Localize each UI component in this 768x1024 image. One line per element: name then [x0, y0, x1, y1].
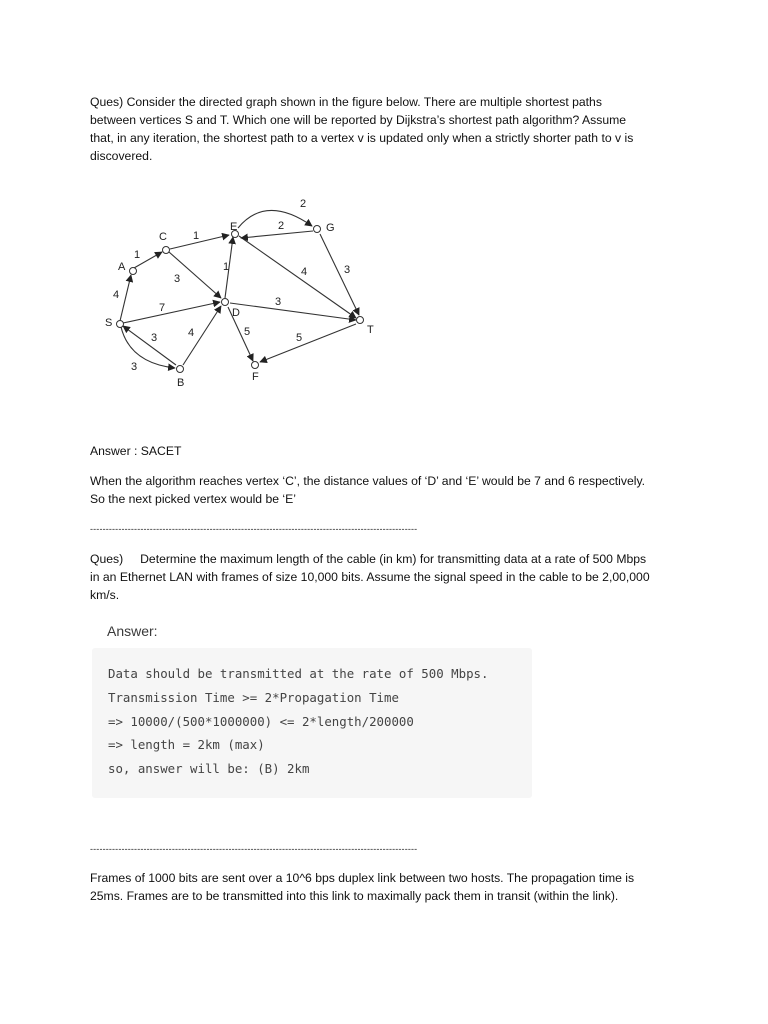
edge-weight-S-B: 3 — [131, 361, 138, 373]
question-3-line: Frames of 1000 bits are sent over a 10^6 bps duplex link between two hosts. The propagation time is — [90, 871, 635, 885]
question-2-text — [90, 550, 690, 604]
edge-E-T — [239, 236, 356, 318]
node-D — [222, 299, 229, 306]
node-label-S: S — [105, 317, 113, 329]
edge-weight-A-C: 1 — [134, 249, 141, 261]
edge-weight-D-T: 3 — [275, 296, 282, 308]
explanation-line: When the algorithm reaches vertex ‘C’, the distance values of ‘D’ and ‘E’ would be 7 and 6 respectively. — [90, 474, 646, 488]
edge-C-E — [170, 235, 229, 249]
node-S — [117, 321, 124, 328]
node-label-T: T — [367, 324, 374, 336]
answer-2-heading: Answer: — [107, 623, 158, 639]
edge-weight-C-E: 1 — [193, 230, 200, 242]
node-label-B: B — [177, 377, 185, 389]
answer-1-title: Answer : SACET — [90, 444, 182, 458]
code-line: Data should be transmitted at the rate of 500 Mbps. — [108, 666, 489, 681]
question-2-line: Ques) Determine the maximum length of the cable (in km) for transmitting data at a rate of 500 Mbps — [90, 552, 647, 566]
node-T — [357, 317, 364, 324]
edge-S-D — [123, 302, 220, 323]
question-1-text — [90, 93, 690, 165]
question-1-line: between vertices S and T. Which one will be reported by Dijkstra’s shortest path algorithm? Assume — [90, 113, 627, 127]
question-1-line: Ques) Consider the directed graph shown in the figure below. There are multiple shortest paths — [90, 95, 602, 109]
question-1-line: discovered. — [90, 149, 153, 163]
edge-G-T — [320, 234, 359, 315]
explanation-line: So the next picked vertex would be ‘E’ — [90, 492, 296, 506]
edge-weight-S-D: 7 — [159, 302, 166, 314]
node-C — [163, 247, 170, 254]
edge-weight-B-D: 4 — [188, 327, 195, 339]
node-G — [314, 226, 321, 233]
question-3-text — [90, 869, 690, 905]
edge-weight-D-E: 1 — [223, 261, 230, 273]
edge-weight-T-F: 5 — [296, 332, 303, 344]
edge-G-E — [241, 231, 313, 238]
edge-B-S — [123, 326, 176, 365]
edge-weight-D-F: 5 — [244, 326, 251, 338]
code-line: so, answer will be: (B) 2km — [108, 761, 310, 776]
edge-weight-B-S: 3 — [151, 332, 158, 344]
edge-S-B — [121, 327, 175, 368]
edge-weight-E-T: 4 — [301, 266, 308, 278]
edge-weight-C-D: 3 — [174, 273, 181, 285]
edge-weight-S-A: 4 — [113, 289, 120, 301]
node-label-C: C — [159, 231, 167, 243]
node-B — [177, 366, 184, 373]
edge-D-T — [230, 303, 356, 320]
edge-weight-G-T: 3 — [344, 264, 351, 276]
directed-graph-figure — [100, 188, 390, 398]
question-2-line: km/s. — [90, 588, 120, 602]
node-label-D: D — [232, 307, 240, 319]
code-line: Transmission Time >= 2*Propagation Time — [108, 690, 399, 705]
separator-line: -------------------------------------------------------------------------------------------------------- — [90, 524, 418, 534]
edge-E-G — [238, 210, 312, 228]
question-3-line: 25ms. Frames are to be transmitted into this link to maximally pack them in transit (within the link). — [90, 889, 619, 903]
edge-S-A — [120, 275, 131, 321]
node-label-F: F — [252, 371, 259, 383]
code-line: => 10000/(500*1000000) <= 2*length/200000 — [108, 714, 414, 729]
question-1-line: that, in any iteration, the shortest path to a vertex v is updated only when a strictly shorter path to v is — [90, 131, 634, 145]
node-label-E: E — [230, 221, 238, 233]
node-A — [130, 268, 137, 275]
node-F — [252, 362, 259, 369]
question-2-line: in an Ethernet LAN with frames of size 10,000 bits. Assume the signal speed in the cable to be 2,00,000 — [90, 570, 650, 584]
edge-T-F — [260, 324, 356, 362]
edge-weight-G-E: 2 — [278, 220, 285, 232]
node-label-A: A — [118, 261, 126, 273]
edge-weight-E-G: 2 — [300, 198, 307, 210]
node-label-G: G — [326, 222, 335, 234]
code-line: => length = 2km (max) — [108, 737, 265, 752]
separator-line: -------------------------------------------------------------------------------------------------------- — [90, 844, 418, 854]
answer-1-explanation — [90, 472, 690, 508]
